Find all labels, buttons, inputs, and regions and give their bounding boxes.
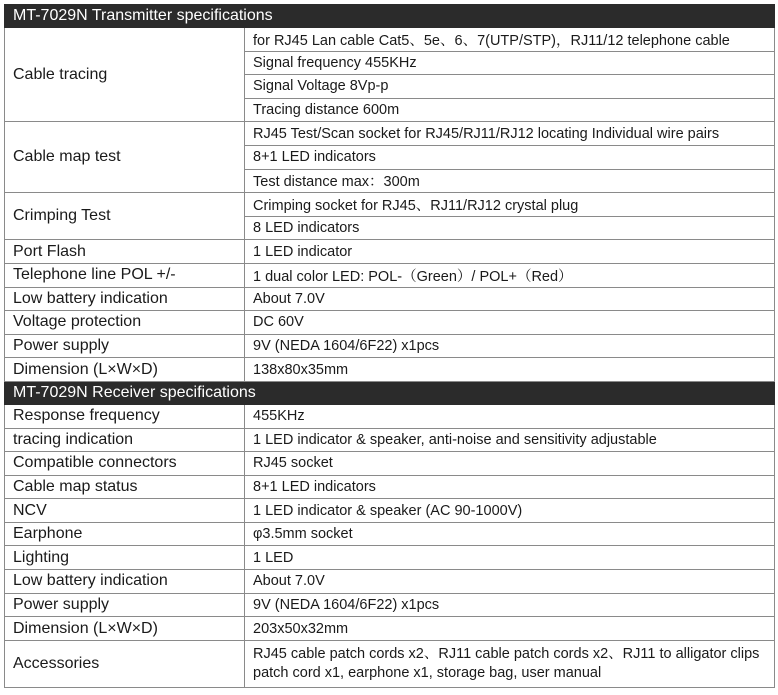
table-row: [5, 287, 775, 311]
spec-label: Accessories: [5, 640, 245, 687]
table-row: [5, 475, 775, 499]
spec-value: Test distance max：300m: [245, 169, 775, 193]
table-row: [5, 334, 775, 358]
spec-value: 8+1 LED indicators: [245, 475, 775, 499]
spec-value: Tracing distance 600m: [245, 98, 775, 122]
spec-label: Response frequency: [5, 404, 245, 428]
spec-value: About 7.0V: [245, 570, 775, 594]
table-row: [5, 122, 775, 146]
spec-label: Power supply: [5, 334, 245, 358]
spec-value: 9V (NEDA 1604/6F22) x1pcs: [245, 593, 775, 617]
spec-label: Crimping Test: [5, 193, 245, 240]
spec-label: Cable tracing: [5, 28, 245, 122]
table-row: [5, 428, 775, 452]
table-row: [5, 263, 775, 287]
table-row: [5, 452, 775, 476]
spec-value: 8+1 LED indicators: [245, 145, 775, 169]
spec-label: Compatible connectors: [5, 452, 245, 476]
spec-value: RJ45 cable patch cords x2、RJ11 cable patch cords x2、RJ11 to alligator clips patch cord x1, earphone x1, storage bag, user manual: [245, 640, 775, 687]
spec-value: for RJ45 Lan cable Cat5、5e、6、7(UTP/STP)，RJ11/12 telephone cable: [245, 28, 775, 52]
table-row: [5, 193, 775, 217]
spec-value: 8 LED indicators: [245, 216, 775, 240]
spec-value: φ3.5mm socket: [245, 522, 775, 546]
transmitter-header-row: [5, 5, 775, 28]
spec-label: Earphone: [5, 522, 245, 546]
spec-label: Power supply: [5, 593, 245, 617]
spec-label: Lighting: [5, 546, 245, 570]
spec-value: 455KHz: [245, 404, 775, 428]
table-row: [5, 617, 775, 641]
spec-value: 1 LED indicator & speaker, anti-noise and sensitivity adjustable: [245, 428, 775, 452]
table-row: [5, 546, 775, 570]
table-row: [5, 311, 775, 335]
spec-sheet: [4, 4, 774, 688]
table-row: [5, 570, 775, 594]
spec-value: 1 LED: [245, 546, 775, 570]
spec-value: RJ45 Test/Scan socket for RJ45/RJ11/RJ12 locating Individual wire pairs: [245, 122, 775, 146]
spec-value: Crimping socket for RJ45、RJ11/RJ12 crystal plug: [245, 193, 775, 217]
spec-value: About 7.0V: [245, 287, 775, 311]
receiver-header-row: [5, 381, 775, 404]
spec-label: Port Flash: [5, 240, 245, 264]
spec-label: Telephone line POL +/-: [5, 263, 245, 287]
receiver-title: MT-7029N Receiver specifications: [5, 381, 775, 404]
spec-value: 1 dual color LED: POL-（Green）/ POL+（Red）: [245, 263, 775, 287]
spec-value: 1 LED indicator & speaker (AC 90-1000V): [245, 499, 775, 523]
table-row: [5, 499, 775, 523]
table-row: [5, 404, 775, 428]
spec-label: Cable map test: [5, 122, 245, 193]
spec-label: Low battery indication: [5, 570, 245, 594]
transmitter-title: MT-7029N Transmitter specifications: [5, 5, 775, 28]
spec-table: [4, 4, 775, 688]
spec-value: 138x80x35mm: [245, 358, 775, 382]
spec-value: Signal frequency 455KHz: [245, 51, 775, 75]
spec-label: Voltage protection: [5, 311, 245, 335]
table-row: [5, 593, 775, 617]
table-row: [5, 522, 775, 546]
spec-label: tracing indication: [5, 428, 245, 452]
spec-value: 9V (NEDA 1604/6F22) x1pcs: [245, 334, 775, 358]
spec-value: DC 60V: [245, 311, 775, 335]
table-row: [5, 640, 775, 687]
spec-value: RJ45 socket: [245, 452, 775, 476]
spec-value: 203x50x32mm: [245, 617, 775, 641]
table-row: [5, 28, 775, 52]
table-row: [5, 240, 775, 264]
spec-value: 1 LED indicator: [245, 240, 775, 264]
spec-label: Dimension (L×W×D): [5, 358, 245, 382]
spec-label: NCV: [5, 499, 245, 523]
spec-label: Dimension (L×W×D): [5, 617, 245, 641]
spec-label: Cable map status: [5, 475, 245, 499]
spec-label: Low battery indication: [5, 287, 245, 311]
table-row: [5, 358, 775, 382]
spec-value: Signal Voltage 8Vp-p: [245, 75, 775, 99]
